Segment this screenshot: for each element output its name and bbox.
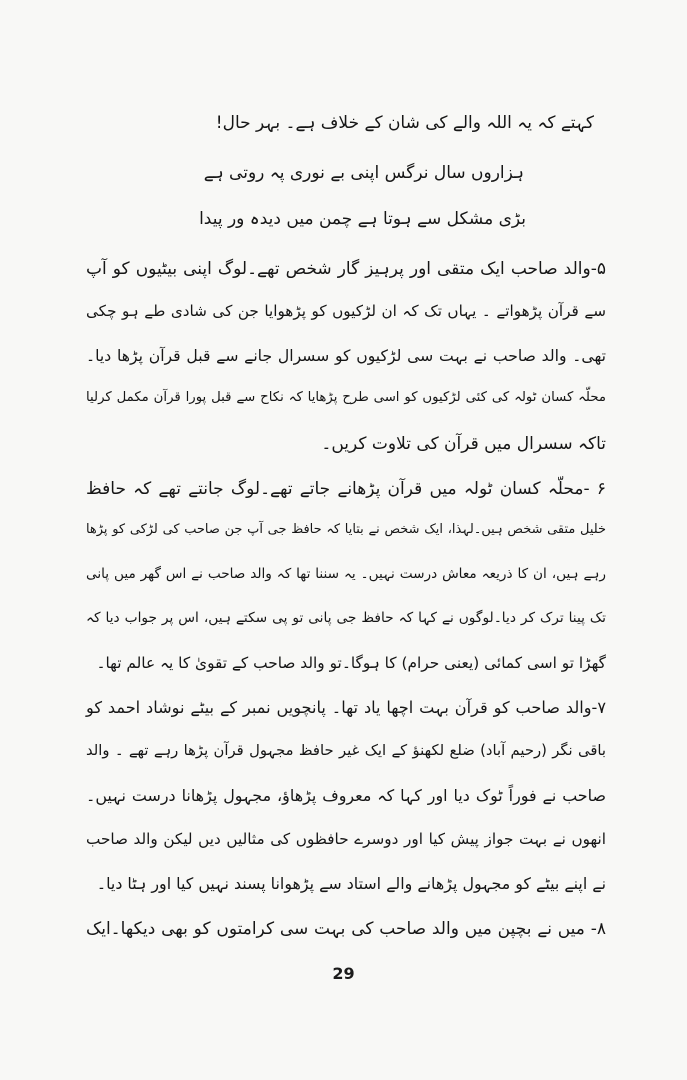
text-line: خلیل متقی شخص ہیں۔لہذا، ایک شخص نے بتایا کہ حافظ جی آپ جن صاحب کی لڑکی کو پڑھا <box>86 522 606 537</box>
text-line: محلّہ کسان ٹولہ کی کئی لڑکیوں کو اسی طرح پڑھایا کہ نکاح سے قبل پورا قرآن مکمل کرلیا <box>86 390 606 405</box>
text-line: ۵-والد صاحب ایک متقی اور پرہیز گار شخص تھے۔لوگ اپنی بیٹیوں کو آپ <box>86 259 606 279</box>
text-line: سے قرآن پڑھواتے ۔ یہاں تک کہ ان لڑکیوں کو پڑھوایا جن کی شادی طے ہو چکی <box>86 302 606 320</box>
poetry-line: ہزاروں سال نرگس اپنی بے نوری پہ روتی ہے <box>203 163 524 183</box>
poetry-line: بڑی مشکل سے ہوتا ہے چمن میں دیدہ ور پیدا <box>199 209 526 229</box>
text-line: ۷-والد صاحب کو قرآن بہت اچھا یاد تھا۔ پانچویں نمبر کے بیٹے نوشاد احمد کو <box>86 698 606 717</box>
page-number: 29 <box>332 964 355 983</box>
text-line: گھڑا تو اسی کمائی (یعنی حرام) کا ہوگا۔تو والد صاحب کے تقویٰ کا یہ عالم تھا۔ <box>96 654 606 672</box>
text-line: نے اپنے بیٹے کو مجہول پڑھانے والے استاد سے پڑھوانا پسند نہیں کیا اور ہٹا دیا۔ <box>96 874 606 893</box>
text-line: صاحب نے فوراً ٹوک دیا اور کہا کہ معروف پڑھاؤ، مجہول پڑھانا درست نہیں۔ <box>86 786 606 805</box>
text-line: باقی نگر (رحیم آباد) ضلع لکھنؤ کے ایک غیر حافظ مجہول قرآن پڑھا رہے تھے ۔ والد <box>86 742 606 759</box>
text-line: تاکہ سسرال میں قرآن کی تلاوت کریں۔ <box>321 434 606 454</box>
text-line: کہتے کہ یہ اللہ والے کی شان کے خلاف ہے۔ بہر حال! <box>215 113 594 133</box>
text-line: ۸- میں نے بچپن میں والد صاحب کی بہت سی کرامتوں کو بھی دیکھا۔ایک <box>86 919 606 939</box>
text-line: ۶ -محلّہ کسان ٹولہ میں قرآن پڑھانے جاتے تھے۔لوگ جانتے تھے کہ حافظ <box>86 479 606 499</box>
text-line: تھی۔ والد صاحب نے بہت سی لڑکیوں کو سسرال جانے سے قبل قرآن پڑھا دیا۔ <box>86 346 606 365</box>
text-line: انھوں نے بہت جواز پیش کیا اور دوسرے حافظوں کی مثالیں دیں لیکن والد صاحب <box>86 830 606 848</box>
text-line: رہے ہیں، ان کا ذریعہ معاش درست نہیں۔ یہ سننا تھا کہ والد صاحب نے اس گھر میں پانی <box>86 566 606 582</box>
text-line: تک پینا ترک کر دیا۔لوگوں نے کہا کہ حافظ جی پانی تو پی سکتے ہیں، اس پر جواب دیا کہ <box>86 610 606 626</box>
